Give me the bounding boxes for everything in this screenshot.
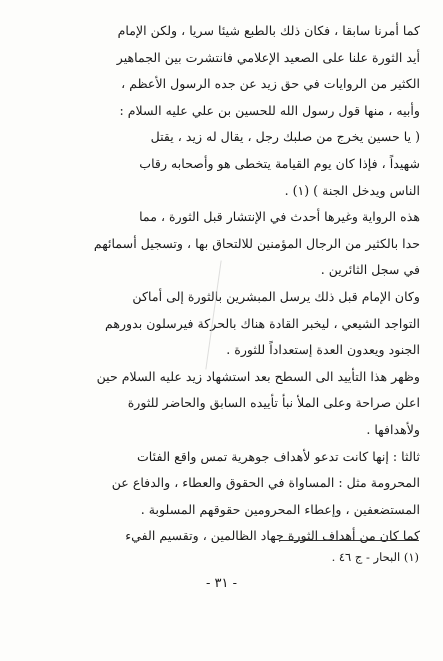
text-line: كما أمرنا سابقا ، فكان ذلك بالطبع شيئا سريا ، ولكن الإمام — [117, 23, 420, 38]
text-line: التواجد الشيعي ، ليخبر القادة هناك بالحركة فيرسلون بدورهم — [104, 315, 420, 331]
text-line: المستضعفين ، وإعطاء المحرومين حقوقهم المسلوبة . — [140, 501, 420, 517]
footnote: (١) البحار - ج ٤٦ . — [331, 550, 419, 564]
text-line: ثالثا : إنها كانت تدعو لأهداف جوهرية تمس واقع الفئات — [136, 448, 420, 464]
text-line: المحرومة مثل : المساواة في الحقوق والعطاء ، والدفاع عن — [111, 475, 420, 491]
text-line: وأبيه ، منها قول رسول الله للحسين بن علي عليه السلام : — [119, 102, 420, 118]
text-line: ( يا حسين يخرج من صلبك رجل ، يقال له زيد ، يقتل — [150, 129, 420, 145]
text-line: كما كان من أهداف الثورة جهاد الظالمين ، وتقسيم الفيء — [125, 528, 420, 544]
body-text — [22, 18, 420, 550]
text-line: حدا بالكثير من الرجال المؤمنين للالتحاق بها ، وتسجيل أسمائهم — [93, 235, 420, 251]
page-number: - ٣١ - — [205, 576, 238, 591]
text-line: هذه الرواية وغيرها أحدث في الإنتشار قبل الثورة ، مما — [139, 209, 420, 225]
text-line: أيد الثورة علنا على الصعيد الإعلامي فانتشرت بين الجماهير — [116, 49, 420, 65]
text-line: اعلن صراحة وعلى الملأ نبأ تأييده السابق والحاضر للثورة — [127, 395, 420, 411]
text-line: شهيداً ، فإذا كان يوم القيامة يتخطى هو وأصحابه رقاب — [139, 155, 420, 171]
text-line: في سجل الثائرين . — [320, 262, 420, 278]
footnote-divider — [279, 540, 419, 541]
text-line: وظهر هذا التأييد الى السطح بعد استشهاد زيد عليه السلام حين — [96, 368, 420, 384]
text-line: الجنود ويعدون العدة إستعداداً للثورة . — [226, 342, 420, 358]
text-line: ولأهدافها . — [366, 421, 420, 437]
text-line: وكان الإمام قبل ذلك يرسل المبشرين بالثورة إلى أماكن — [132, 288, 420, 304]
text-line: الناس ويدخل الجنة ) (١) . — [284, 182, 420, 198]
text-line: الكثير من الروايات في حق زيد عن جده الرسول الأعظم ، — [121, 76, 420, 92]
